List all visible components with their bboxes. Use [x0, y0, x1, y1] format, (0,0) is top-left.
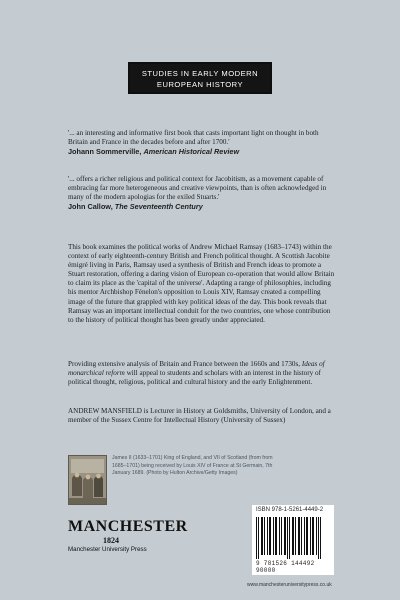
quote-2-text: '... offers a richer religious and political context for Jacobitism, as a movement capable of embracing far more heterogeneous and creative viewpoints, than is often acknowledged in many of the modern apologias for the exiled Stuarts.'	[68, 175, 327, 202]
author-bio	[68, 407, 336, 425]
image-caption: James II (1633–1701) King of England, and VII of Scotland (from from 1685–1701) being received by Louis XIV of France at St Germain, 7th January 1689. (Photo by Hulton Archive/Getty Images)	[112, 455, 273, 476]
quote-2-source: The Seventeenth Century	[114, 202, 203, 212]
quote-1-author: Johann Sommerville,	[68, 147, 142, 157]
isbn-digits	[256, 560, 332, 574]
series-line-2: EUROPEAN HISTORY	[156, 80, 244, 89]
publisher-logo	[68, 518, 188, 553]
publisher-year: 1824	[103, 536, 119, 545]
isbn-addon: 90000	[256, 567, 276, 574]
quote-2-attribution	[68, 202, 336, 211]
barcode-bars	[256, 517, 330, 559]
audience-paragraph	[68, 360, 336, 387]
series-line-1: STUDIES IN EARLY MODERN	[141, 69, 259, 78]
book-description	[68, 243, 336, 325]
quote-1-source: American Historical Review	[143, 147, 240, 157]
publisher-url: www.manchesteruniversitypress.co.uk	[247, 582, 332, 588]
analysis-before: Providing extensive analysis of Britain and France between the 1660s and 1730s,	[68, 360, 301, 368]
analysis-title: Ideas of monarchical reform	[68, 360, 325, 378]
quote-2-author: John Callow,	[68, 202, 113, 212]
publisher-name: MANCHESTER	[68, 518, 188, 535]
publisher-press: Manchester University Press	[68, 546, 147, 553]
review-quote-1	[68, 129, 336, 156]
series-banner	[128, 62, 272, 94]
cover-painting-thumbnail	[68, 455, 107, 505]
description-text: This book examines the political works of Andrew Michael Ramsay (1683–1743) within the context of early eighteenth-century British and French political thought. A Scottish Jacobite émigré living in Paris, Ramsay used a synthesis of British and French ideas to promote a Stuart restoration, offering a daring vision of European co-operation that would allow Britain to claim its place as the 'capital of the universe'. Adapting a range of philosophies, including his mentor Archbishop Fénelon's opposition to Louis XIV, Ramsay created a compelling image of the future that grappled with key political ideas of the day. This book reveals that Ramsay was an important intellectual conduit for the two countries, one whose contribution to the history of political thought has been greatly under appreciated.	[68, 243, 335, 324]
bio-text: ANDREW MANSFIELD is Lecturer in History at Goldsmiths, University of London, and a member of the Sussex Centre for Intellectual History (University of Sussex)	[68, 407, 331, 425]
isbn-barcode	[252, 505, 334, 575]
analysis-after: will appeal to students and scholars with an interest in the history of political thought, religious, political and cultural history and the early Enlightenment.	[68, 369, 321, 387]
review-quote-2	[68, 175, 336, 211]
quote-1-text: '... an interesting and informative first book that casts important light on thought in both Britain and France in the decades before and after 1700.'	[68, 129, 319, 147]
isbn-digits-main: 9 781526 144492	[256, 560, 315, 567]
isbn-label: ISBN 978-1-5261-4449-2	[256, 507, 324, 513]
quote-1-attribution	[68, 147, 336, 156]
